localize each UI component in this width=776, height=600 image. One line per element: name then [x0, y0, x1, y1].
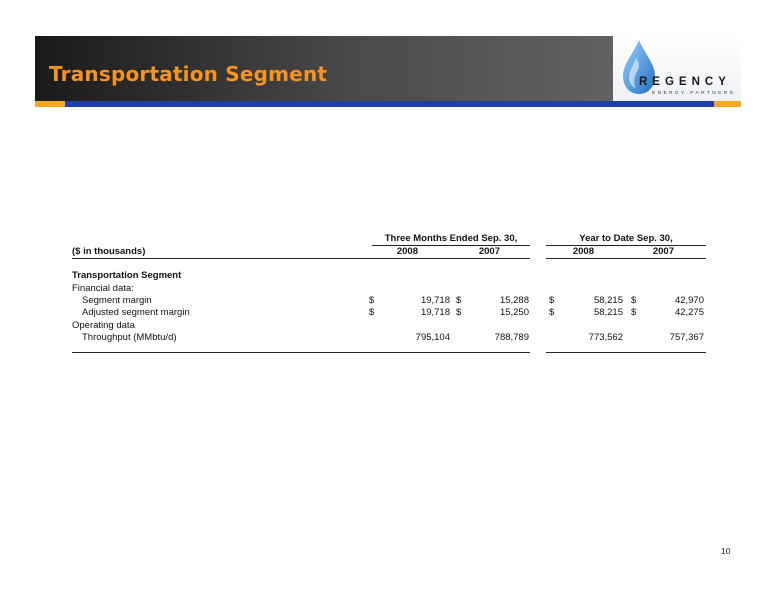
- currency-symbol: $: [369, 295, 375, 306]
- table-cell: 773,562: [588, 332, 623, 343]
- year-header: 2008: [396, 246, 418, 257]
- currency-symbol: $: [549, 307, 555, 318]
- table-cell: 42,275: [674, 307, 704, 318]
- currency-symbol: $: [631, 295, 637, 306]
- row-label: Segment margin: [82, 295, 152, 306]
- table-cell: 757,367: [669, 332, 704, 343]
- table-cell: 788,789: [494, 332, 529, 343]
- table-cell: 19,718: [420, 295, 450, 306]
- logo: [613, 36, 741, 101]
- year-header: 2007: [478, 246, 500, 257]
- header-rule-right: [546, 258, 706, 259]
- bottom-rule-left: [72, 352, 530, 353]
- table-cell: 58,215: [593, 307, 623, 318]
- header-stripe-middle: [65, 101, 714, 107]
- section-title: Transportation Segment: [72, 270, 182, 281]
- table-cell: 795,104: [415, 332, 450, 343]
- year-header: 2008: [572, 246, 594, 257]
- slide-header: [35, 36, 741, 101]
- group-header-year-to-date: Year to Date Sep. 30,: [579, 233, 673, 244]
- group-header-three-months: Three Months Ended Sep. 30,: [384, 233, 518, 244]
- bottom-rule-right: [546, 352, 706, 353]
- financial-data-label: Financial data:: [72, 283, 134, 294]
- units-label: ($ in thousands): [72, 246, 146, 257]
- currency-symbol: $: [369, 307, 375, 318]
- logo-tagline: ENERGY PARTNERS: [652, 91, 736, 96]
- page-number: 10: [721, 546, 731, 556]
- currency-symbol: $: [631, 307, 637, 318]
- currency-symbol: $: [549, 295, 555, 306]
- table-cell: 42,970: [674, 295, 704, 306]
- row-label: Throughput (MMbtu/d): [82, 332, 177, 343]
- header-rule-left: [72, 258, 530, 259]
- table-cell: 15,250: [499, 307, 529, 318]
- logo-wordmark: REGENCY: [639, 76, 731, 88]
- table-cell: 19,718: [420, 307, 450, 318]
- table-cell: 15,288: [499, 295, 529, 306]
- header-stripe-left: [35, 101, 65, 107]
- row-label: Adjusted segment margin: [82, 307, 190, 318]
- slide-title: Transportation Segment: [49, 62, 328, 86]
- table-cell: 58,215: [593, 295, 623, 306]
- header-stripe-right: [714, 101, 741, 107]
- operating-data-label: Operating data: [72, 320, 135, 331]
- year-header: 2007: [652, 246, 674, 257]
- currency-symbol: $: [456, 307, 462, 318]
- currency-symbol: $: [456, 295, 462, 306]
